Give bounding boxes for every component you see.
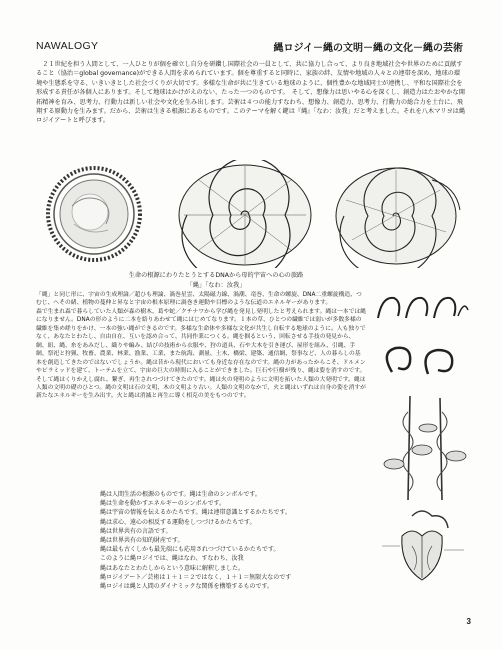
rope-coil-figure bbox=[44, 164, 144, 264]
list-item: 縄は世界共有の言語です。 bbox=[100, 527, 172, 535]
intro-text bbox=[36, 60, 466, 126]
body-paragraph: 森で生まれ森で暮らしていた人類が森の樹木、葛や蛇／クチナワから学び縄を発見し発明したと考えられます。縄は一本では縄になりません。DNAの形のように二本を絡りあわせて縄にはじめてなります。１本の草、ひとつの繊維では弱いが多数多様の繊維を集め縒りをかけ、一本の強い縄ができるのです。多様な生命体や多様な文化が共生し自転する地球のように。人も独りでなく、あなたとわたし、自由自在、互いを認め合って、共同作業につくる。縄を掴るという、回転させる手技の発見から、網、紐、縄、糸をあみだし、織りや編み、結びの技術から衣服や、狩の道具、石や大木を引き運び、屋形を組み、引縄、手網、祭祀と狩猟、牧畜、農業、林業、漁業、工業、また航海、測量、土木、橋梁、建築、通信網、祭事など、人の暮らしの基本を創造してきたのではないでしょうか。縄は昔から現代においても身近な存在なのです。縄の力があったからこそ、ドルメンやピラミッドを建て、トーテムを立て、宇宙の巨大の時間に入ることができました。巨石や巨樹が残り、縄は姿を消すのです。そして縄はくりかえし腐れ、繋ぎ、再生されつづけてきたのです。縄は火の発明のように文明を拓いた人類の大発明です。縄は人類の文明の礎のひとつ。縄の文明は石の文明、木の文明より古い。人類の文明のなかで、火と縄はいずれは自身の姿を消すが新たなエネルギーを生み出す。火と縄は消滅と再生に導く相克の美をもつのです。 bbox=[36, 308, 366, 400]
list-item: 縄は宇宙の情報を伝えるかたちです。縄は連帯意識とするかたちです。 bbox=[100, 509, 291, 517]
section-body bbox=[36, 291, 366, 401]
header-title-en: NAWALOGY bbox=[36, 40, 99, 52]
list-item: 縄ロジイは縄と人間のダイナミックな関係を構築するものです。 bbox=[100, 583, 273, 591]
header-title-jp: 縄ロジイ－縄の文明－縄の文化－縄の芸術 bbox=[273, 43, 463, 54]
list-item: 縄はあなたとわたしからという意味に解釈しました。 bbox=[100, 564, 245, 572]
list-item: 縄は世界共有の知的財産です。 bbox=[100, 537, 184, 545]
list-item: このように縄ロジイでは、縄はなわ、すなわち、汝我 bbox=[100, 555, 244, 563]
ram-horn-figure bbox=[372, 342, 472, 388]
list-item: 縄は生命を動かすエネルギーのシンボルです。 bbox=[100, 500, 226, 508]
statement-list bbox=[100, 490, 370, 591]
page-number: 3 bbox=[466, 617, 471, 626]
climbing-vine-figure bbox=[372, 392, 472, 502]
intro-paragraph: ２１世紀を担う人間として、一人ひとりが個を確立し自分を研鑽し国際社会の一員として、共に協力し合って、より良き地域社会や世界のために貢献すること（協治＝global governance)ができる人間を求められています。個を尊重すると同時に、家族の絆、友情や地域の人々との連帯を深め、地球の環境や生態系を守る、いきいきとした社会づくりが大切です。多様な生命が共に生きている地球のように、個性豊かな地域同士が連携し、平和な国際社会を形成する責任が各個人にあります。そして地球はかけがえのない、たった一つのものです。 そして、想像力は思いやる心を深くし、創造力はたおやかな開拓精神を育み、思考力、行動力は新しい社会や文化を生み出します。芸術は４つの能力すなわち、想像力、創造力、思考力、行動力の総合力を土台に、飛翔する原動力を生みます。だから、芸術は生きる根源にあるものです。このテーマを解く鍵は『縄』「なわ：汝我」だと考えました。それを八木マリヨは縄ロジイアートと呼びます。 bbox=[36, 61, 466, 125]
section-title: 生命の根源にわりたとうとするDNAから母的宇宙への心の旅路 bbox=[128, 272, 304, 279]
heart-anatomy-figure bbox=[372, 506, 472, 586]
ammonite-shell-figure bbox=[332, 160, 466, 268]
list-item: 縄は最も古くしかも最先端にも応用されつづけているかたちです。 bbox=[100, 546, 280, 554]
figure-row bbox=[36, 160, 466, 268]
list-item: 縄は求心、遠心の相反する運動をしつづけるかたちです。 bbox=[100, 518, 256, 526]
list-item: 縄ロジイアート／芸術は１＋１＝２ではなく、１＋１＝無限大なのです bbox=[100, 573, 292, 581]
list-item: 縄は人間生活の根源のものです。縄は生命のシンボルです。 bbox=[100, 491, 261, 498]
knot-loops-figure bbox=[372, 288, 472, 338]
right-figure-column bbox=[372, 288, 472, 590]
section-subtitle: 「縄」「なわ：汝我」 bbox=[186, 282, 246, 289]
body-paragraph: 「縄」と同じ形に、宇宙の生成理論／超ひも理論、渦巻星雲、太陽磁力線、渦潮、竜巻、生命の螺旋、DNA二重螺旋構造、つむじ、へその緒、植物の蔓伸と昇なと宇宙の根本原理に渦巻き運動や目標のような伝道のエネルギーがあります。 bbox=[36, 292, 362, 307]
spiral-shell-figure bbox=[174, 160, 316, 268]
